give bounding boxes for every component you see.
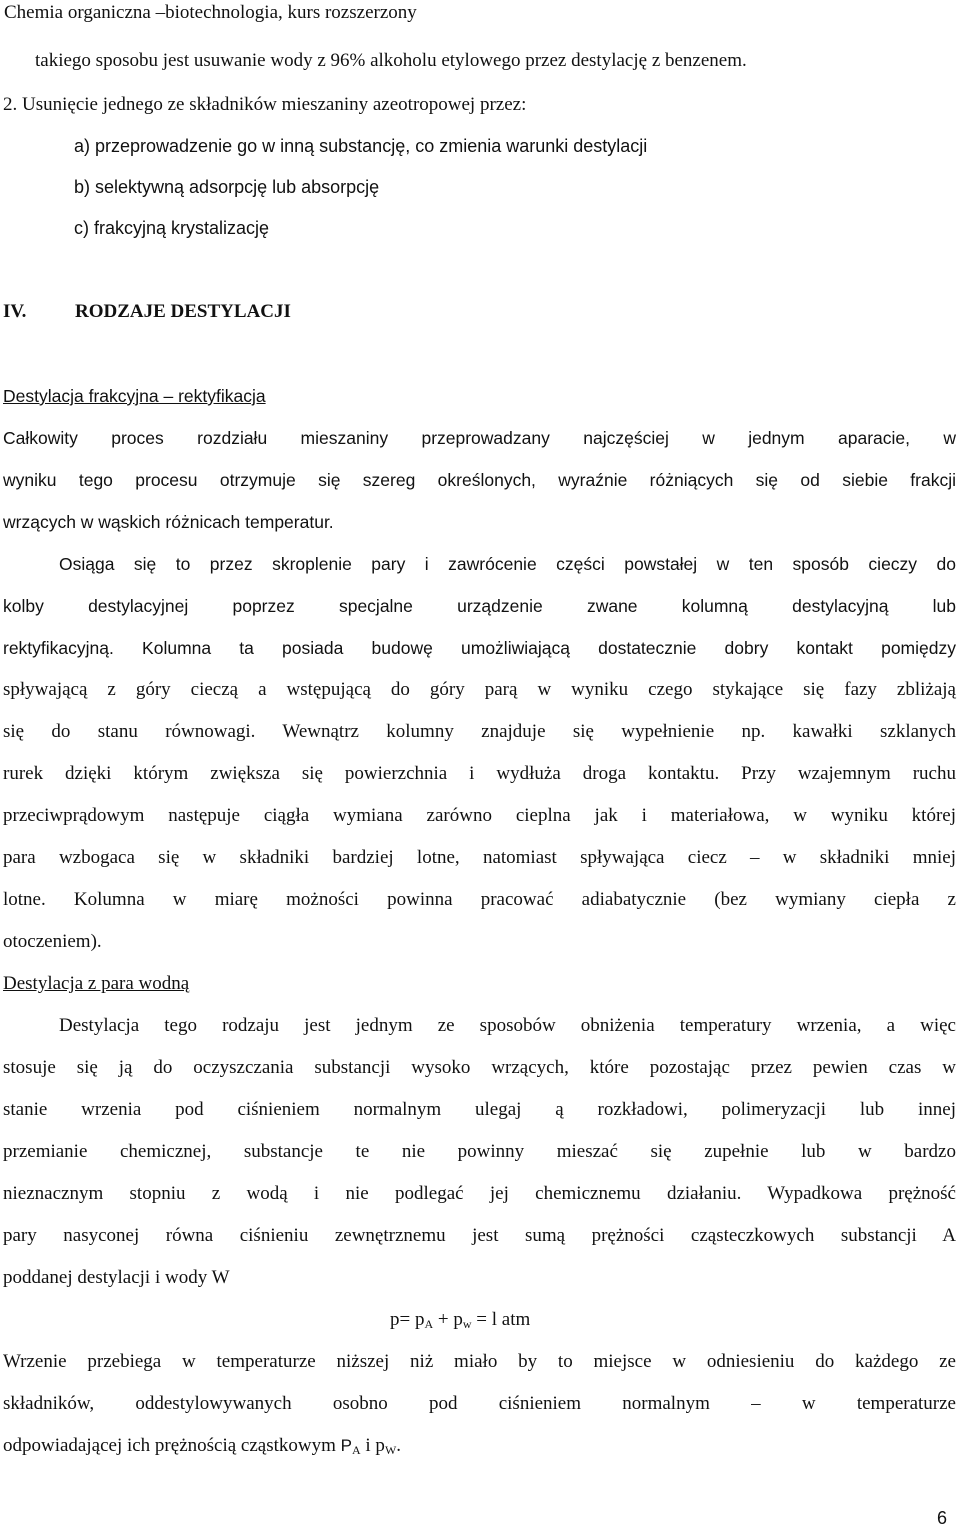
page-number: 6 — [937, 1508, 948, 1528]
formula-sub-w: w — [462, 1317, 472, 1331]
section-number: IV. — [3, 301, 27, 322]
paragraph-line-last — [3, 1433, 401, 1463]
formula-plus: + p — [433, 1309, 463, 1330]
paragraph-line: przemianie chemicznej, substancje te nie powinny mieszać się zupełnie lub w bardzo — [3, 1141, 956, 1162]
last-p1: P — [340, 1436, 352, 1455]
formula — [390, 1307, 530, 1337]
paragraph-line: pary nasyconej równa ciśnieniu zewnętrznemu jest sumą prężności cząsteczkowych substancji A — [3, 1225, 956, 1246]
paragraph-line: stosuje się ją do oczyszczania substancji wysoko wrzących, które pozostając przez pewien czas w — [3, 1057, 956, 1078]
list-subitem-c: c) frakcyjną krystalizację — [74, 218, 270, 238]
paragraph-line: stanie wrzenia pod ciśnieniem normalnym ulegaj ą rozkładowi, polimeryzacji lub innej — [3, 1099, 956, 1120]
formula-sub-a: A — [424, 1317, 434, 1331]
formula-rhs: = l atm — [471, 1309, 531, 1330]
paragraph-line: wyniku tego procesu otrzymuje się szereg określonych, wyraźnie różniących się od siebie frakcji — [3, 470, 956, 490]
paragraph-line: Wrzenie przebiega w temperaturze niższej niż miało by to miejsce w odniesieniu do każdego ze — [3, 1351, 956, 1372]
last-text: odpowiadającej ich prężnością cząstkowym — [3, 1435, 341, 1456]
paragraph-line: przeciwprądowym następuje ciągła wymiana zarówno cieplna jak i materiałowa, w wyniku której — [3, 805, 956, 826]
paragraph-line: kolby destylacyjnej poprzez specjalne urządzenie zwane kolumną destylacyjną lub — [3, 596, 956, 616]
list-subitem-b: b) selektywną adsorpcję lub absorpcję — [74, 177, 380, 197]
list-subitem-a: a) przeprowadzenie go w inną substancję, co zmienia warunki destylacji — [74, 136, 648, 156]
paragraph-line: wrzących w wąskich różnicach temperatur. — [3, 512, 334, 532]
last-mid: i p — [360, 1435, 385, 1456]
paragraph-line: Osiąga się to przez skroplenie pary i zawrócenie części powstałej w ten sposób cieczy do — [59, 554, 956, 574]
section-title: RODZAJE DESTYLACJI — [75, 301, 291, 322]
list-item-2: 2. Usunięcie jednego ze składników mieszaniny azeotropowej przez: — [3, 94, 527, 115]
paragraph-line: się do stanu równowagi. Wewnątrz kolumny znajduje się wypełnienie np. kawałki szklanych — [3, 721, 956, 742]
paragraph-line: lotne. Kolumna w miarę możności powinna pracować adiabatycznie (bez wymiany ciepła z — [3, 889, 956, 910]
formula-lhs: p= p — [390, 1309, 425, 1330]
last-sub2: W — [384, 1443, 397, 1457]
last-sub1: A — [351, 1443, 361, 1457]
subsection-heading-parowa: Destylacja z para wodną — [3, 973, 190, 994]
paragraph-line: poddanej destylacji i wody W — [3, 1267, 230, 1288]
intro-line: takiego sposobu jest usuwanie wody z 96% alkoholu etylowego przez destylację z benzenem. — [35, 50, 747, 71]
paragraph-line: Destylacja tego rodzaju jest jednym ze sposobów obniżenia temperatury wrzenia, a więc — [59, 1015, 956, 1036]
paragraph-line: otoczeniem). — [3, 931, 102, 952]
document-header: Chemia organiczna –biotechnologia, kurs rozszerzony — [4, 2, 417, 23]
paragraph-line: spływającą z góry cieczą a wstępującą do góry parą w wyniku czego stykające się fazy zbliżają — [3, 679, 956, 700]
paragraph-line: rurek dzięki którym zwiększa się powierzchnia i wydłuża droga kontaktu. Przy wzajemnym ruchu — [3, 763, 956, 784]
paragraph-line: nieznacznym stopniu z wodą i nie podlegać jej chemicznemu działaniu. Wypadkowa prężność — [3, 1183, 956, 1204]
last-end: . — [396, 1435, 402, 1456]
paragraph-line: rektyfikacyjną. Kolumna ta posiada budowę umożliwiającą dostatecznie dobry kontakt pomiędzy — [3, 638, 956, 658]
paragraph-line: para wzbogaca się w składniki bardziej lotne, natomiast spływająca ciecz – w składniki mniej — [3, 847, 956, 868]
paragraph-line: składników, oddestylowywanych osobno pod ciśnieniem normalnym – w temperaturze — [3, 1393, 956, 1414]
subsection-heading-frakcyjna: Destylacja frakcyjna – rektyfikacja — [3, 386, 266, 406]
paragraph-line: Całkowity proces rozdziału mieszaniny przeprowadzany najczęściej w jednym aparacie, w — [3, 428, 956, 448]
